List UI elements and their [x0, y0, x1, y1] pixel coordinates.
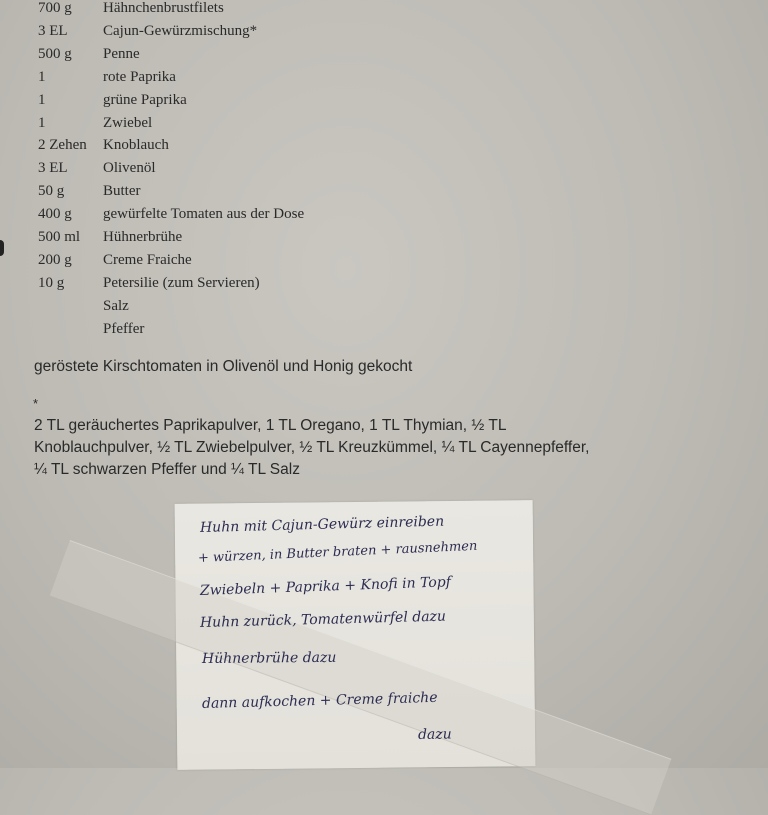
- page-edge-mark: [0, 240, 4, 256]
- ingredient-name: gewürfelte Tomaten aus der Dose: [103, 206, 305, 222]
- handwritten-step: Zwiebeln + Paprika + Knofi in Topf: [199, 574, 452, 599]
- handwritten-step: dann aufkochen + Creme fraiche: [201, 689, 438, 712]
- ingredient-quantity: 50 g: [38, 183, 65, 199]
- ingredient-name: Petersilie (zum Servieren): [103, 275, 260, 291]
- ingredient-name: Hühnerbrühe: [103, 229, 183, 245]
- ingredient-name: Zwiebel: [103, 115, 153, 131]
- ingredient-quantity: 10 g: [38, 275, 65, 291]
- ingredient-quantity: 500 g: [38, 46, 72, 62]
- ingredient-quantity: 1: [38, 92, 46, 108]
- ingredient-quantity: 200 g: [38, 252, 72, 268]
- ingredient-name: Butter: [103, 183, 141, 199]
- ingredient-quantity: 1: [38, 69, 46, 85]
- handwritten-step: Hühnerbrühe dazu: [201, 649, 337, 667]
- ingredient-name: Penne: [103, 46, 140, 62]
- handwritten-step: Huhn zurück, Tomatenwürfel dazu: [199, 608, 447, 631]
- ingredient-quantity: 3 EL: [38, 23, 68, 39]
- ingredient-quantity: 700 g: [38, 0, 72, 16]
- roasted-tomatoes-note: geröstete Kirschtomaten in Olivenöl und Honig gekocht: [34, 358, 413, 375]
- ingredient-name: grüne Paprika: [103, 92, 187, 108]
- ingredient-name: Salz: [103, 298, 129, 314]
- ingredient-name: Cajun-Gewürzmischung*: [103, 23, 258, 39]
- ingredient-name: Olivenöl: [103, 160, 156, 176]
- ingredient-name: Knoblauch: [103, 137, 169, 153]
- ingredient-quantity: 2 Zehen: [38, 137, 87, 153]
- footnote-line: Knoblauchpulver, ½ TL Zwiebelpulver, ½ TL Kreuzkümmel, ¼ TL Cayennepfeffer,: [34, 439, 590, 456]
- footnote-line: 2 TL geräuchertes Paprikapulver, 1 TL Oregano, 1 TL Thymian, ½ TL: [34, 417, 507, 434]
- ingredient-quantity: 1: [38, 115, 46, 131]
- ingredient-quantity: 3 EL: [38, 160, 68, 176]
- footnote-line: ¼ TL schwarzen Pfeffer und ¼ TL Salz: [34, 461, 300, 478]
- ingredient-quantity: 400 g: [38, 206, 72, 222]
- spice-mix-footnote: [34, 415, 694, 481]
- ingredient-name: Creme Fraiche: [103, 252, 192, 268]
- ingredient-name: Pfeffer: [103, 321, 145, 337]
- ingredient-name: Hähnchenbrustfilets: [103, 0, 224, 16]
- ingredient-name: rote Paprika: [103, 69, 176, 85]
- ingredient-quantity: 500 ml: [38, 229, 81, 245]
- footnote-marker: *: [33, 396, 39, 411]
- handwritten-step: + würzen, in Butter braten + rausnehmen: [197, 538, 478, 566]
- handwritten-step: dazu: [417, 726, 452, 743]
- handwritten-step: Huhn mit Cajun-Gewürz einreiben: [199, 513, 445, 536]
